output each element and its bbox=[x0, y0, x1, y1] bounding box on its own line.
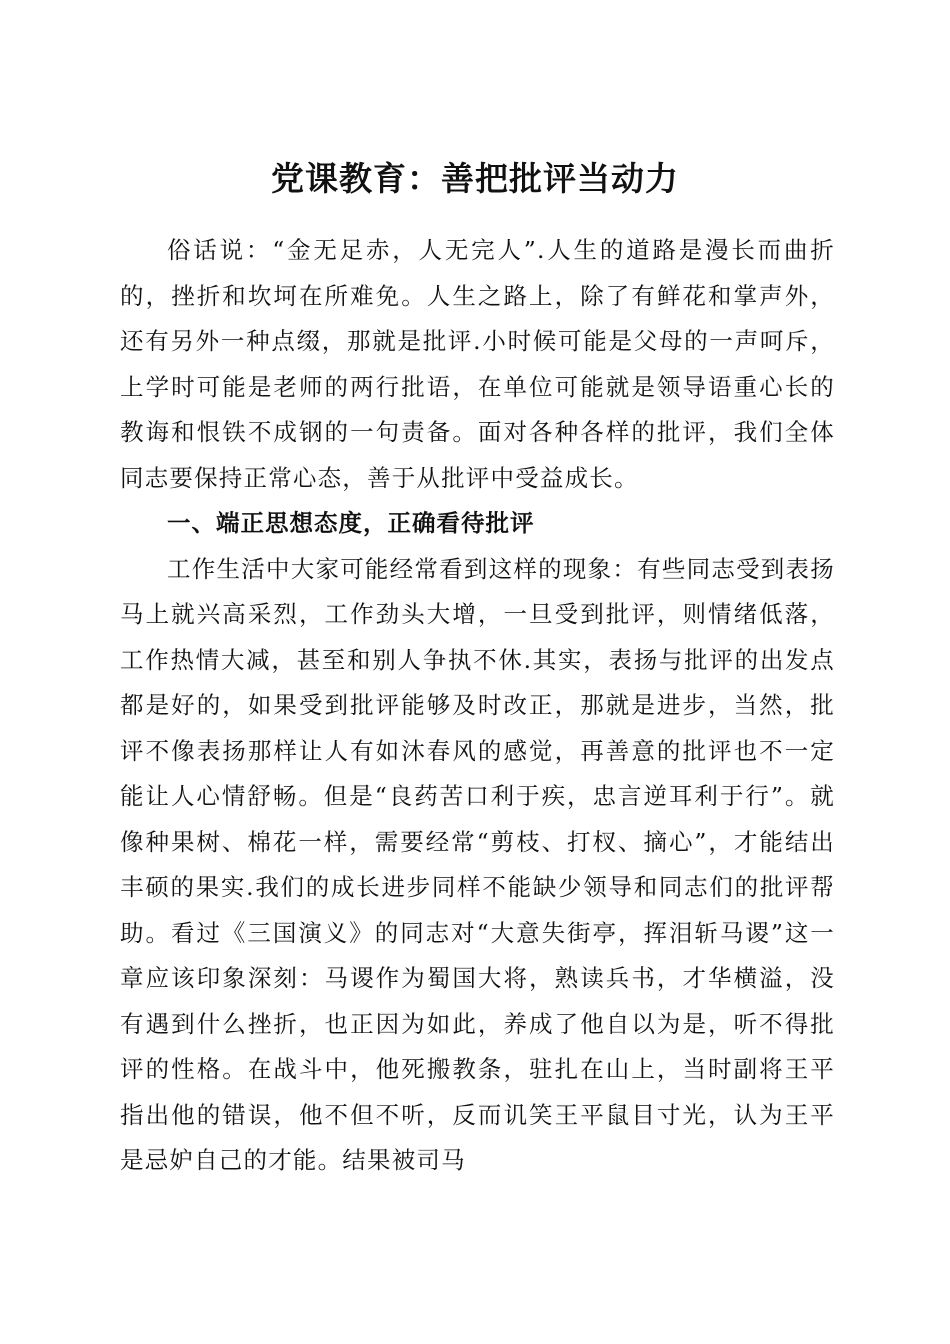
document-body bbox=[120, 228, 835, 1184]
section-heading: 一、端正思想态度，正确看待批评 bbox=[167, 509, 535, 537]
intro-paragraph: 俗话说：“金无足赤，人无完人”.人生的道路是漫长而曲折的，挫折和坎坷在所难免。人生之路上，除了有鲜花和掌声外，还有另外一种点缀，那就是批评.小时候可能是父母的一声呵斥，上学时可能是老师的两行批语，在单位可能就是领导语重心长的教诲和恨铁不成钢的一句责备。面对各种各样的批评，我们全体同志要保持正常心态，善于从批评中受益成长。 bbox=[120, 236, 835, 492]
document-title: 党课教育：善把批评当动力 bbox=[271, 159, 679, 199]
section-paragraph: 工作生活中大家可能经常看到这样的现象：有些同志受到表扬马上就兴高采烈，工作劲头大增，一旦受到批评，则情绪低落，工作热情大减，甚至和别人争执不休.其实，表扬与批评的出发点都是好的，如果受到批评能够及时改正，那就是进步，当然，批评不像表扬那样让人有如沐春风的感觉，再善意的批评也不一定能让人心情舒畅。但是“良药苦口利于疾，忠言逆耳利于行”。就像种果树、棉花一样，需要经常“剪枝、打杈、摘心”，才能结出丰硕的果实.我们的成长进步同样不能缺少领导和同志们的批评帮助。看过《三国演义》的同志对“大意失街亭，挥泪斩马谡”这一章应该印象深刻：马谡作为蜀国大将，熟读兵书，才华横溢，没有遇到什么挫折，也正因为如此，养成了他自以为是，听不得批评的性格。在战斗中，他死搬教条，驻扎在山上，当时副将王平指出他的错误，他不但不听，反而讥笑王平鼠目寸光，认为王平是忌妒自己的才能。结果被司马 bbox=[120, 554, 835, 1174]
